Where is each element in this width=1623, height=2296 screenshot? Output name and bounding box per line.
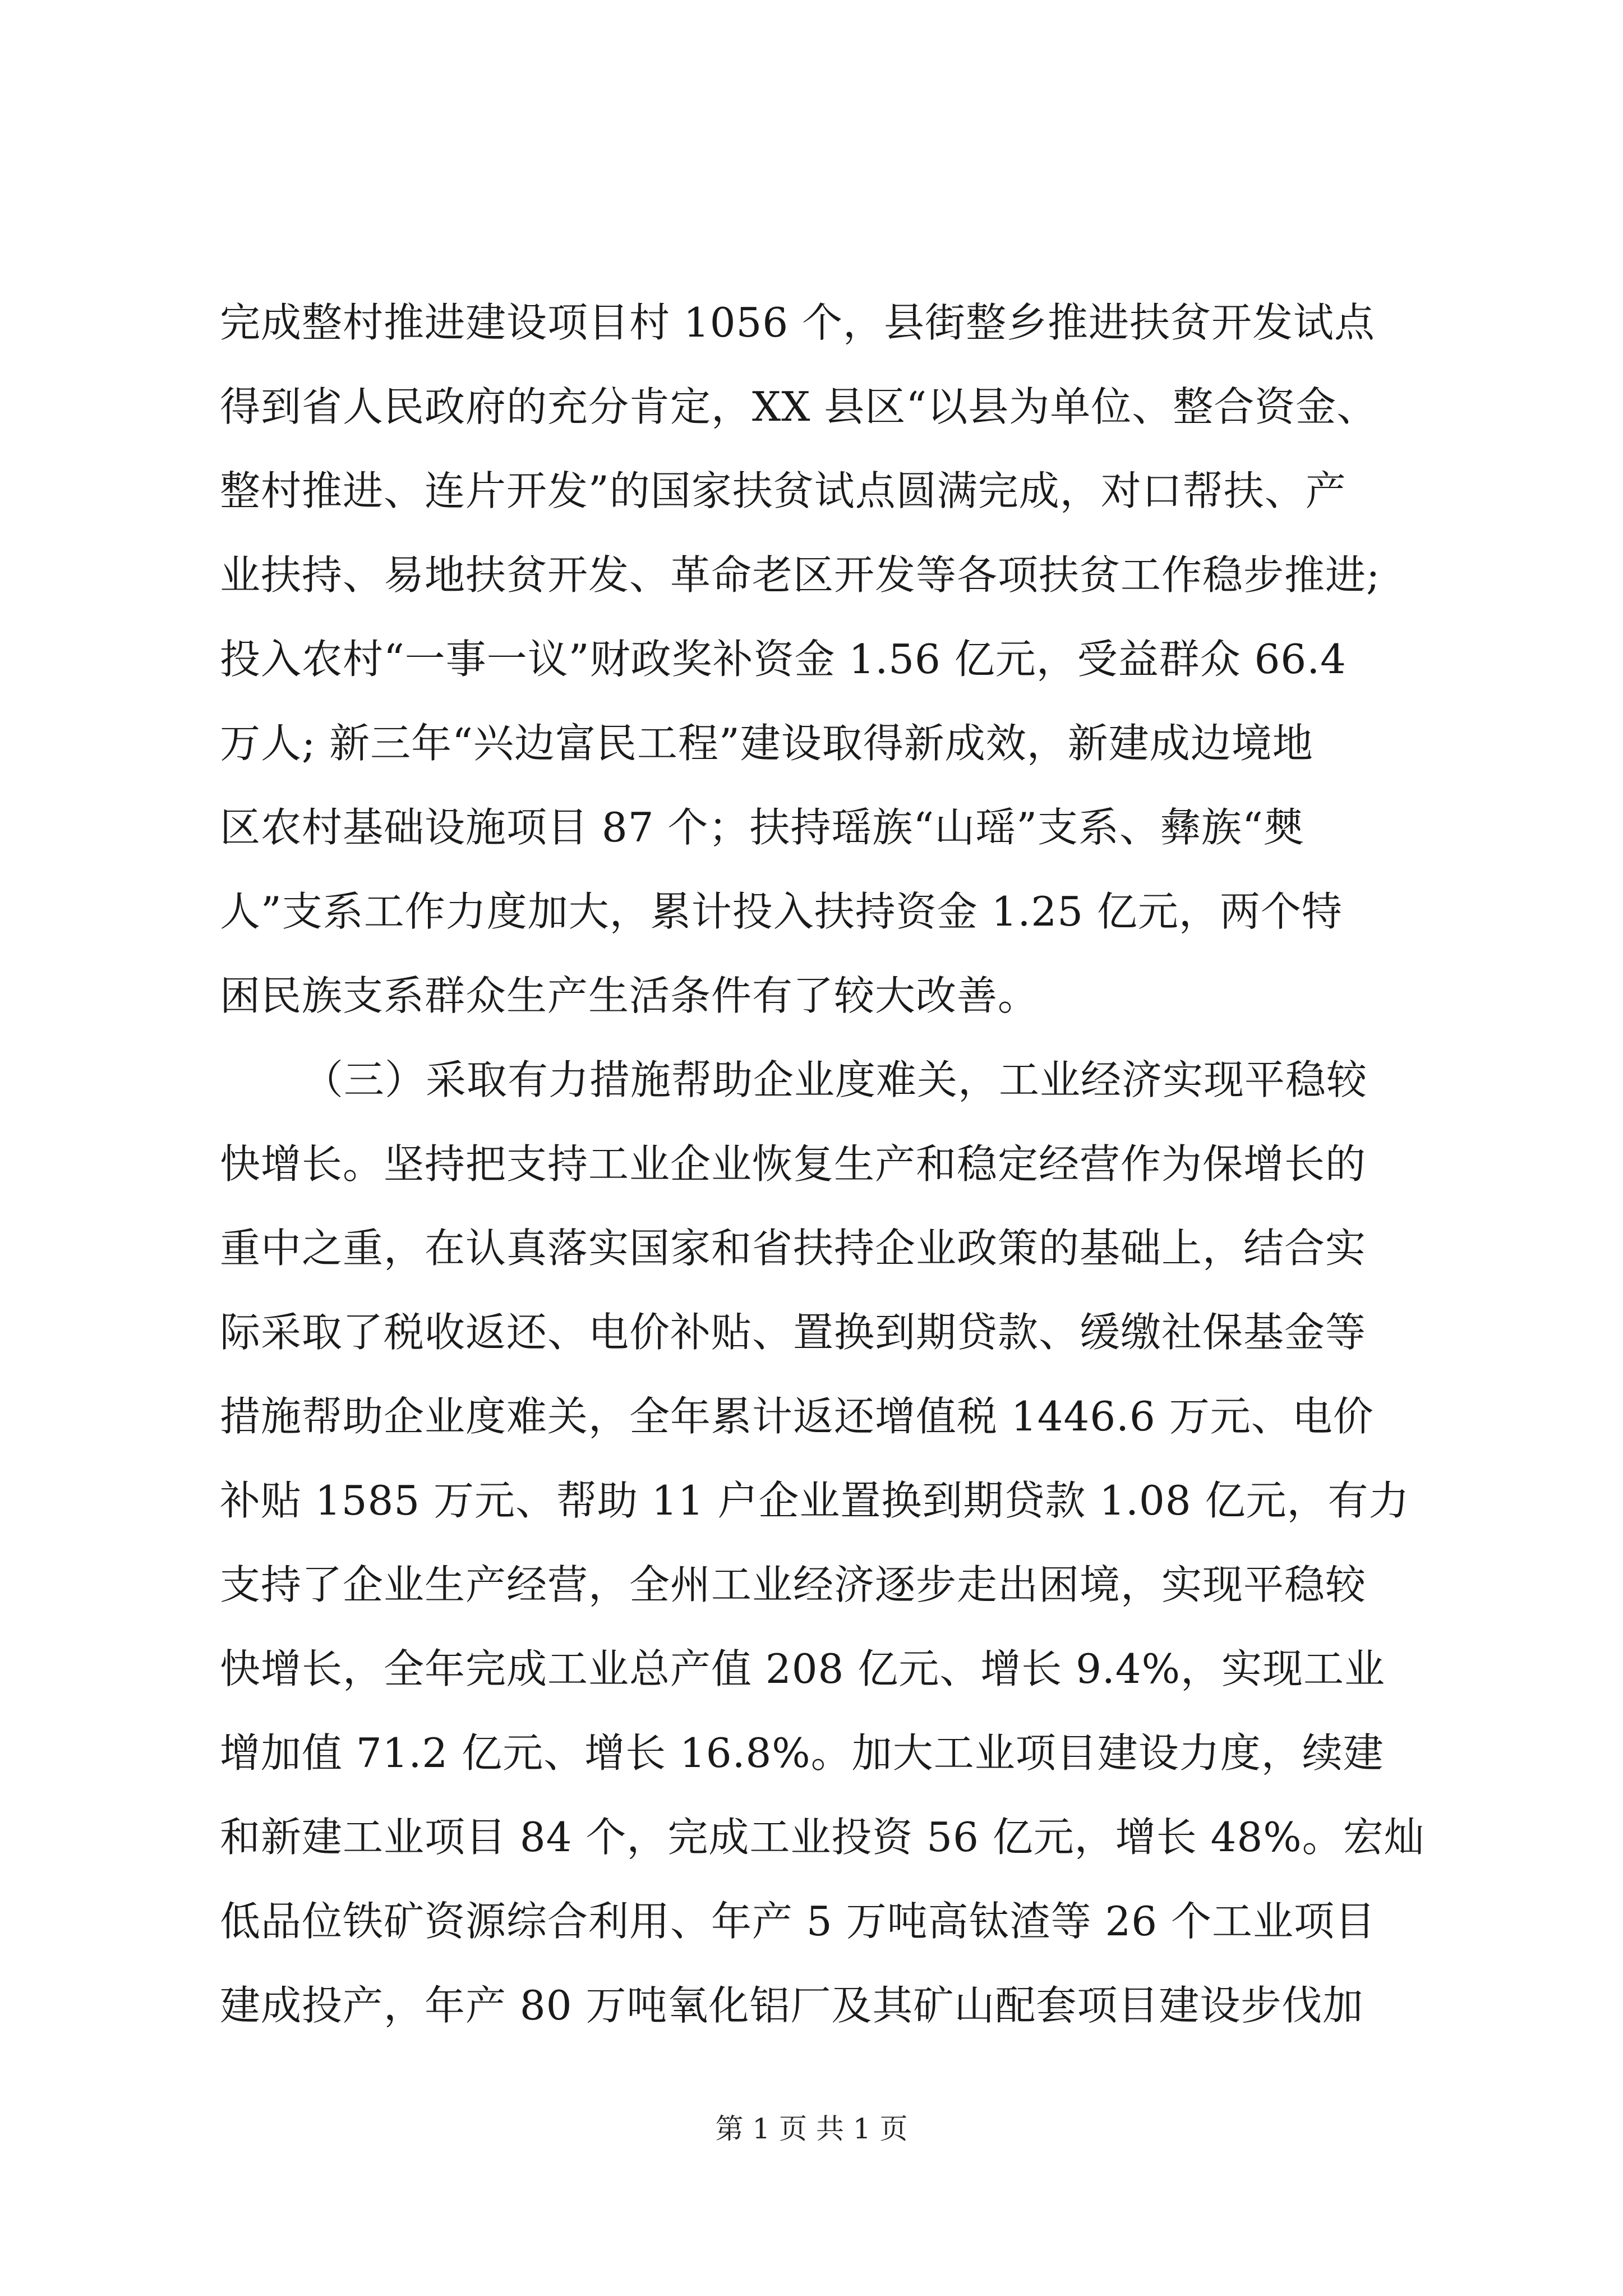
text-line: 快增长，全年完成工业总产值 208 亿元、增长 9.4%，实现工业: [220, 1645, 1386, 1692]
text-line: 完成整村推进建设项目村 1056 个，县街整乡推进扶贫开发试点: [220, 299, 1376, 346]
text-line: 低品位铁矿资源综合利用、年产 5 万吨高钛渣等 26 个工业项目: [220, 1898, 1376, 1945]
text-line: 补贴 1585 万元、帮助 11 户企业置换到期贷款 1.08 亿元，有力: [220, 1477, 1410, 1524]
text-line: 支持了企业生产经营，全州工业经济逐步走出困境，实现平稳较: [220, 1561, 1367, 1608]
text-line: 际采取了税收返还、电价补贴、置换到期贷款、缓缴社保基金等: [220, 1309, 1367, 1356]
page-footer: 第 1 页 共 1 页: [715, 2113, 908, 2145]
text-line: 人”支系工作力度加大，累计投入扶持资金 1.25 亿元，两个特: [220, 888, 1343, 935]
text-line: 增加值 71.2 亿元、增长 16.8%。加大工业项目建设力度，续建: [220, 1729, 1384, 1777]
text-line: 措施帮助企业度难关，全年累计返还增值税 1446.6 万元、电价: [220, 1393, 1374, 1440]
text-line: 快增长。坚持把支持工业企业恢复生产和稳定经营作为保增长的: [220, 1140, 1367, 1188]
text-line: 重中之重，在认真落实国家和省扶持企业政策的基础上，结合实: [220, 1225, 1367, 1272]
section-heading-line: （三）采取有力措施帮助企业度难关，工业经济实现平稳较: [303, 1056, 1368, 1103]
text-line: 业扶持、易地扶贫开发、革命老区开发等各项扶贫工作稳步推进;: [220, 551, 1381, 599]
text-line: 整村推进、连片开发”的国家扶贫试点圆满完成，对口帮扶、产: [220, 467, 1347, 514]
text-line: 建成投产，年产 80 万吨氧化铝厂及其矿山配套项目建设步伐加: [220, 1982, 1364, 2029]
text-line: 投入农村“一事一议”财政奖补资金 1.56 亿元，受益群众 66.4: [220, 636, 1347, 683]
text-line: 万人; 新三年“兴边富民工程”建设取得新成效，新建成边境地: [220, 720, 1313, 767]
body-text: [220, 280, 1425, 2047]
text-line: 得到省人民政府的充分肯定，XX 县区“以县为单位、整合资金、: [220, 383, 1378, 430]
text-line: 区农村基础设施项目 87 个；扶持瑶族“山瑶”支系、彝族“僰: [220, 804, 1304, 851]
text-line: 困民族支系群众生产生活条件有了较大改善。: [220, 972, 1039, 1019]
text-line: 和新建工业项目 84 个，完成工业投资 56 亿元，增长 48%。宏灿: [220, 1814, 1425, 1861]
